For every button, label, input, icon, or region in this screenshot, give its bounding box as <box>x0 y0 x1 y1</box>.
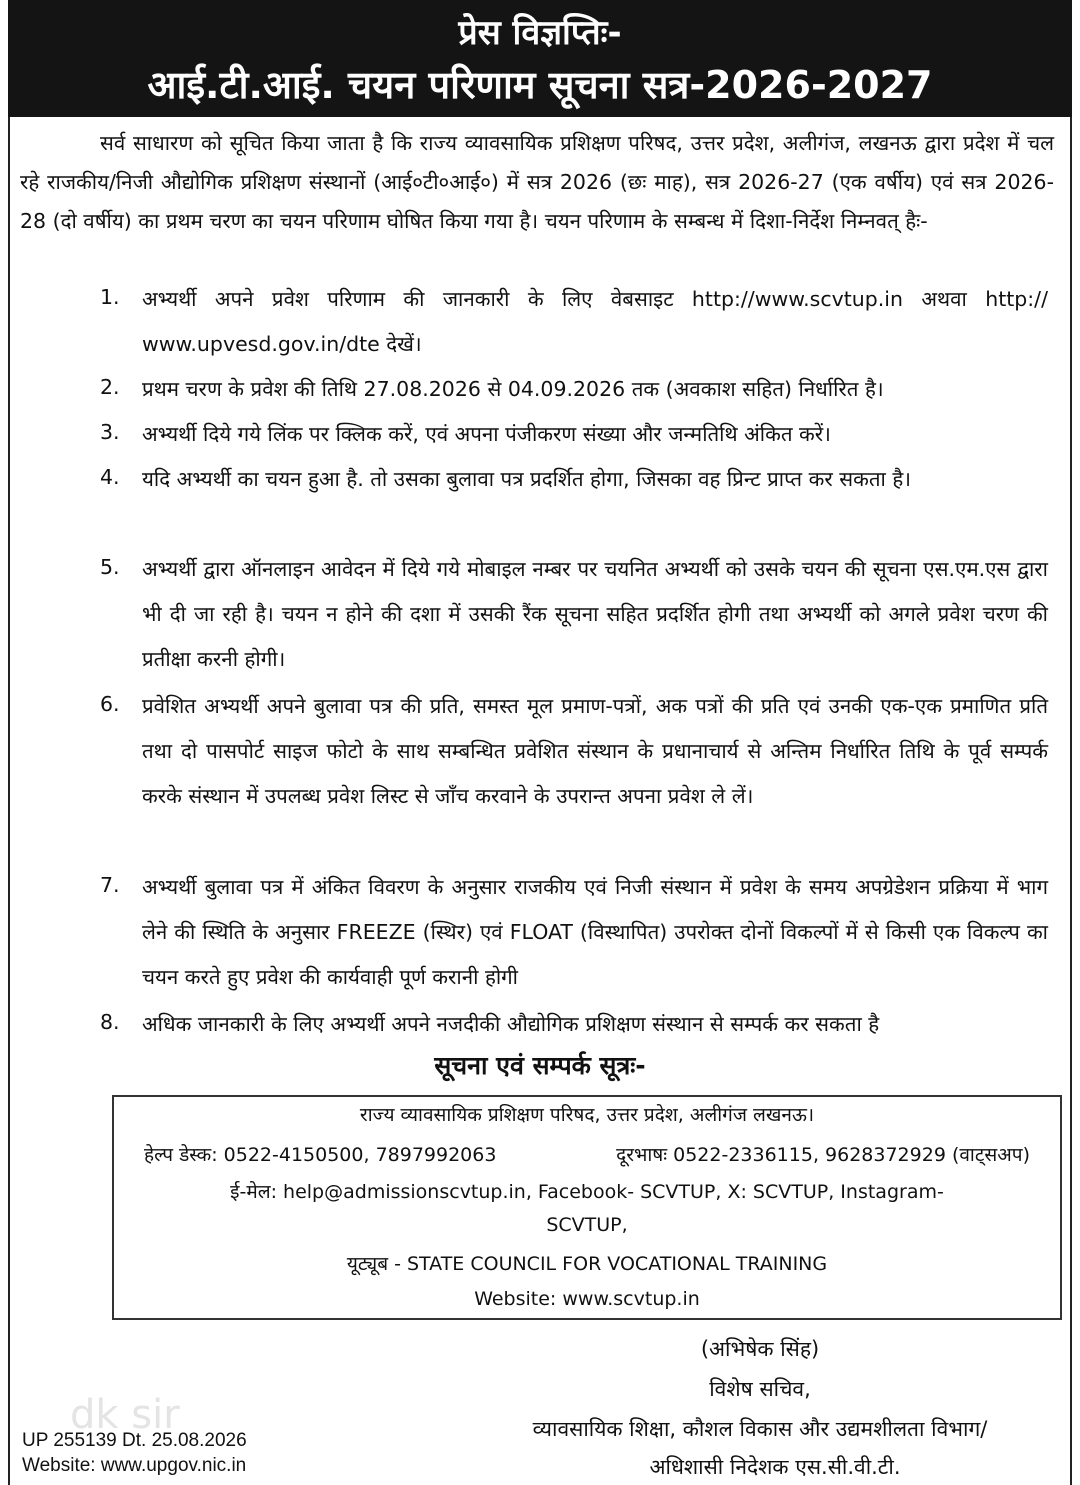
item-text: यदि अभ्यर्थी का चयन हुआ है. तो उसका बुलावा पत्र प्रदर्शित होगा, जिसका वह प्रिन्ट प्राप्त कर सकता है। <box>142 467 912 491</box>
helpdesk-numbers: हेल्प डेस्क: 0522-4150500, 7897992063 <box>144 1144 497 1166</box>
reference-number: UP 255139 Dt. 25.08.2026 <box>22 1430 247 1451</box>
item-text: प्रथम चरण के प्रवेश की तिथि 27.08.2026 से 04.09.2026 तक (अवकाश सहित) निर्धारित है। <box>142 377 884 401</box>
youtube-channel: यूट्यूब - STATE COUNCIL FOR VOCATIONAL TRAINING <box>346 1253 828 1275</box>
social-contacts-cont: SCVTUP, <box>546 1214 628 1236</box>
item-number: 6. <box>100 692 120 716</box>
intro-paragraph: सर्व साधारण को सूचित किया जाता है कि राज्य व्यावसायिक प्रशिक्षण परिषद, उत्तर प्रदेश, अलीगंज, लखनऊ द्वारा प्रदेश में चल रहे राजकीय/निजी औद्योगिक प्रशिक्षण संस्थानों (आई०टी०आई०) में सत्र 2026 (छः माह), सत्र 2026-27 (एक वर्षीय) एवं सत्र 2026-28 (दो वर्षीय) का प्रथम चरण का चयन परिणाम घोषित किया गया है। चयन परिणाम के सम्बन्ध में दिशा-निर्देश निम्नवत् हैः- <box>20 131 1054 233</box>
footer-website: Website: www.upgov.nic.in <box>22 1455 247 1476</box>
item-text: अभ्यर्थी बुलावा पत्र में अंकित विवरण के अनुसार राजकीय एवं निजी संस्थान में प्रवेश के समय अपग्रेडेशन प्रक्रिया में भाग लेने की स्थिति के अनुसार FREEZE (स्थिर) एवं FLOAT (विस्थापित) उपरोक्त दोनों विकल्पों में से किसी एक विकल्प का चयन करते हुए प्रवेश की कार्यवाही पूर्ण करानी होगी <box>142 875 1048 989</box>
item-text: अभ्यर्थी द्वारा ऑनलाइन आवेदन में दिये गये मोबाइल नम्बर पर चयनित अभ्यर्थी को उसके चयन की सूचना एस.एम.एस द्वारा भी दी जा रही है। चयन न होने की दशा में उसकी रैंक सूचना सहित प्रदर्शित होगी तथा अभ्यर्थी को अगले प्रवेश चरण की प्रतीक्षा करनी होगी। <box>142 557 1048 671</box>
item-number: 5. <box>100 555 120 579</box>
contact-heading: सूचना एवं सम्पर्क सूत्रः- <box>434 1051 646 1080</box>
social-contacts: ई-मेल: help@admissionscvtup.in, Facebook- SCVTUP, X: SCVTUP, Instagram- <box>230 1181 944 1203</box>
phone-numbers: दूरभाषः 0522-2336115, 9628372929 (वाट्सअप) <box>616 1144 1030 1166</box>
item-number: 1. <box>100 285 120 309</box>
item-number: 2. <box>100 375 120 399</box>
item-number: 7. <box>100 873 120 897</box>
header-subtitle: आई.टी.आई. चयन परिणाम सूचना सत्र-2026-2027 <box>147 63 933 107</box>
watermark-text: dk sir <box>70 1392 180 1438</box>
header-title: प्रेस विज्ञप्तिः- <box>458 13 622 53</box>
item-number: 8. <box>100 1010 120 1034</box>
item-text: अभ्यर्थी दिये गये लिंक पर क्लिक करें, एवं अपना पंजीकरण संख्या और जन्मतिथि अंकित करें। <box>142 422 831 446</box>
item-text: प्रवेशित अभ्यर्थी अपने बुलावा पत्र की प्रति, समस्त मूल प्रमाण-पत्रों, अक पत्रों की प्रति एवं उनकी एक-एक प्रमाणित प्रति तथा दो पासपोर्ट साइज फोटो के साथ सम्बन्धित प्रवेशित संस्थान के प्रधानाचार्य से अन्तिम निर्धारित तिथि के पूर्व सम्पर्क करके संस्थान में उपलब्ध प्रवेश लिस्ट से जाँच करवाने के उपरान्त अपना प्रवेश ले लें। <box>142 694 1048 808</box>
signatory-department: व्यावसायिक शिक्षा, कौशल विकास और उद्यमशीलता विभाग/ <box>532 1417 988 1441</box>
item-number: 4. <box>100 465 120 489</box>
signatory-office: अधिशासी निदेशक एस.सी.वी.टी. <box>649 1455 901 1479</box>
footer-reference <box>22 1428 247 1478</box>
signatory-name: (अभिषेक सिंह) <box>700 1337 820 1361</box>
item-text: अभ्यर्थी अपने प्रवेश परिणाम की जानकारी के लिए वेबसाइट http://www.scvtup.in अथवा http:// www.upvesd.gov.in/dte देखें। <box>142 287 1048 356</box>
contact-box <box>112 1095 1062 1320</box>
contact-organization: राज्य व्यावसायिक प्रशिक्षण परिषद, उत्तर प्रदेश, अलीगंज लखनऊ। <box>359 1104 815 1126</box>
contact-website: Website: www.scvtup.in <box>474 1288 700 1310</box>
item-number: 3. <box>100 420 120 444</box>
signatory-designation: विशेष सचिव, <box>709 1377 811 1401</box>
item-text: अधिक जानकारी के लिए अभ्यर्थी अपने नजदीकी औद्योगिक प्रशिक्षण संस्थान से सम्पर्क कर सकता है <box>142 1012 880 1036</box>
